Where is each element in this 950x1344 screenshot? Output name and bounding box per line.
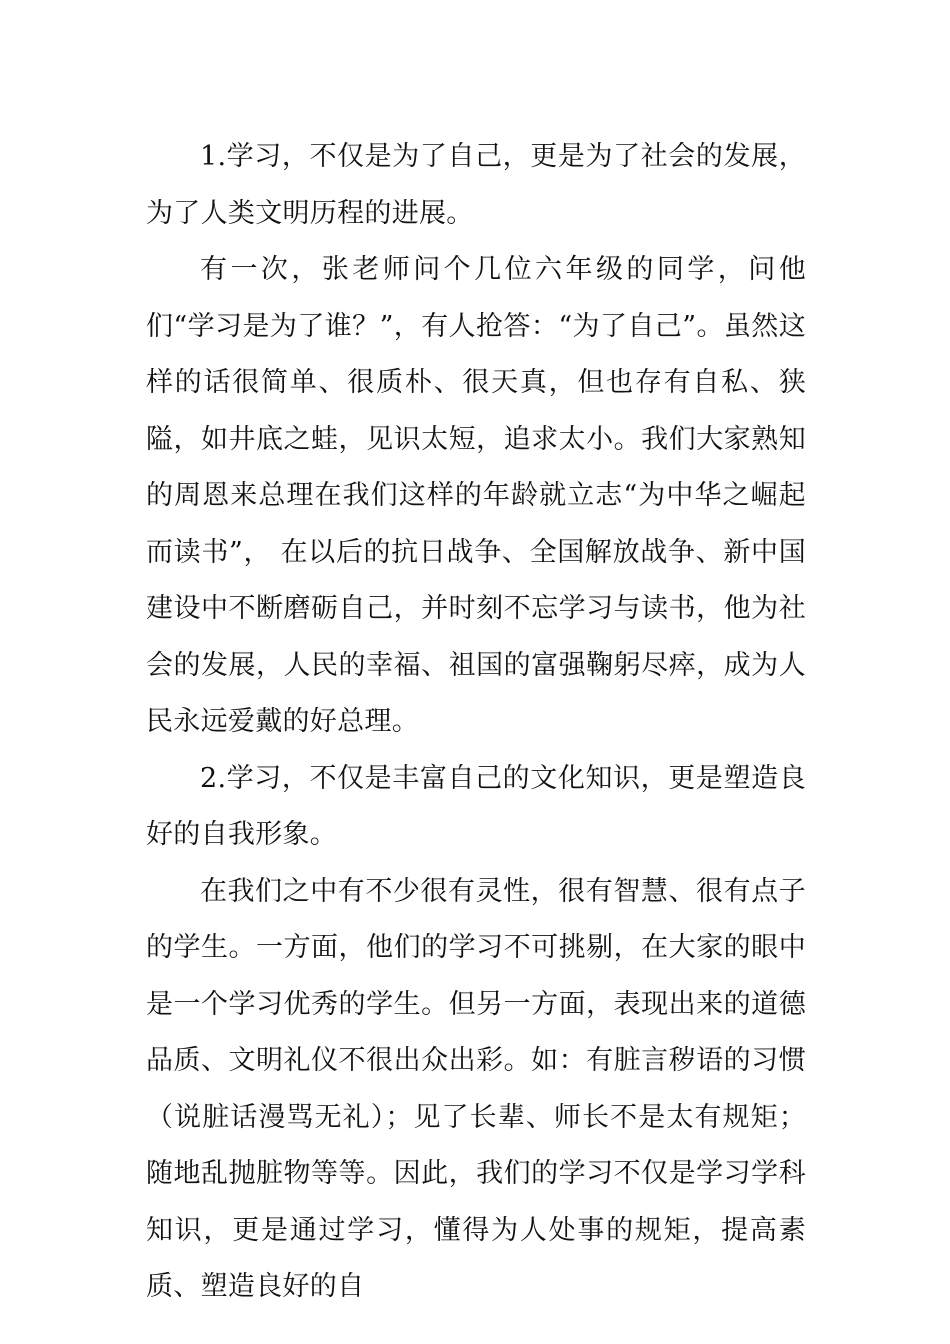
paragraph-1: 1.学习，不仅是为了自己，更是为了社会的发展，为了人类文明历程的进展。	[146, 141, 806, 229]
paragraph-3: 2.学习，不仅是丰富自己的文化知识，更是塑造良好的自我形象。	[146, 762, 806, 850]
document-body	[146, 129, 806, 1316]
paragraph-4: 在我们之中有不少很有灵性，很有智慧、很有点子的学生。一方面，他们的学习不可挑剔，在大家的眼中是一个学习优秀的学生。但另一方面，表现出来的道德品质、文明礼仪不很出众出彩。如：有脏言秽语的习惯（说脏话漫骂无礼）；见了长辈、师长不是太有规矩；随地乱抛脏物等等。因此，我们的学习不仅是学习学科知识，更是通过学习，懂得为人处事的规矩，提高素质、塑造良好的自	[146, 875, 806, 1302]
paragraph-2: 有一次，张老师问个几位六年级的同学，问他们“学习是为了谁？”，有人抢答：“为了自己”。虽然这样的话很简单、很质朴、很天真，但也存有自私、狭隘，如井底之蛙，见识太短，追求太小。我们大家熟知的周恩来总理在我们这样的年龄就立志“为中华之崛起而读书”， 在以后的抗日战争、全国解放战争、新中国建设中不断磨砺自己，并时刻不忘学习与读书，他为社会的发展，人民的幸福、祖国的富强鞠躬尽瘁，成为人民永远爱戴的好总理。	[146, 254, 806, 737]
